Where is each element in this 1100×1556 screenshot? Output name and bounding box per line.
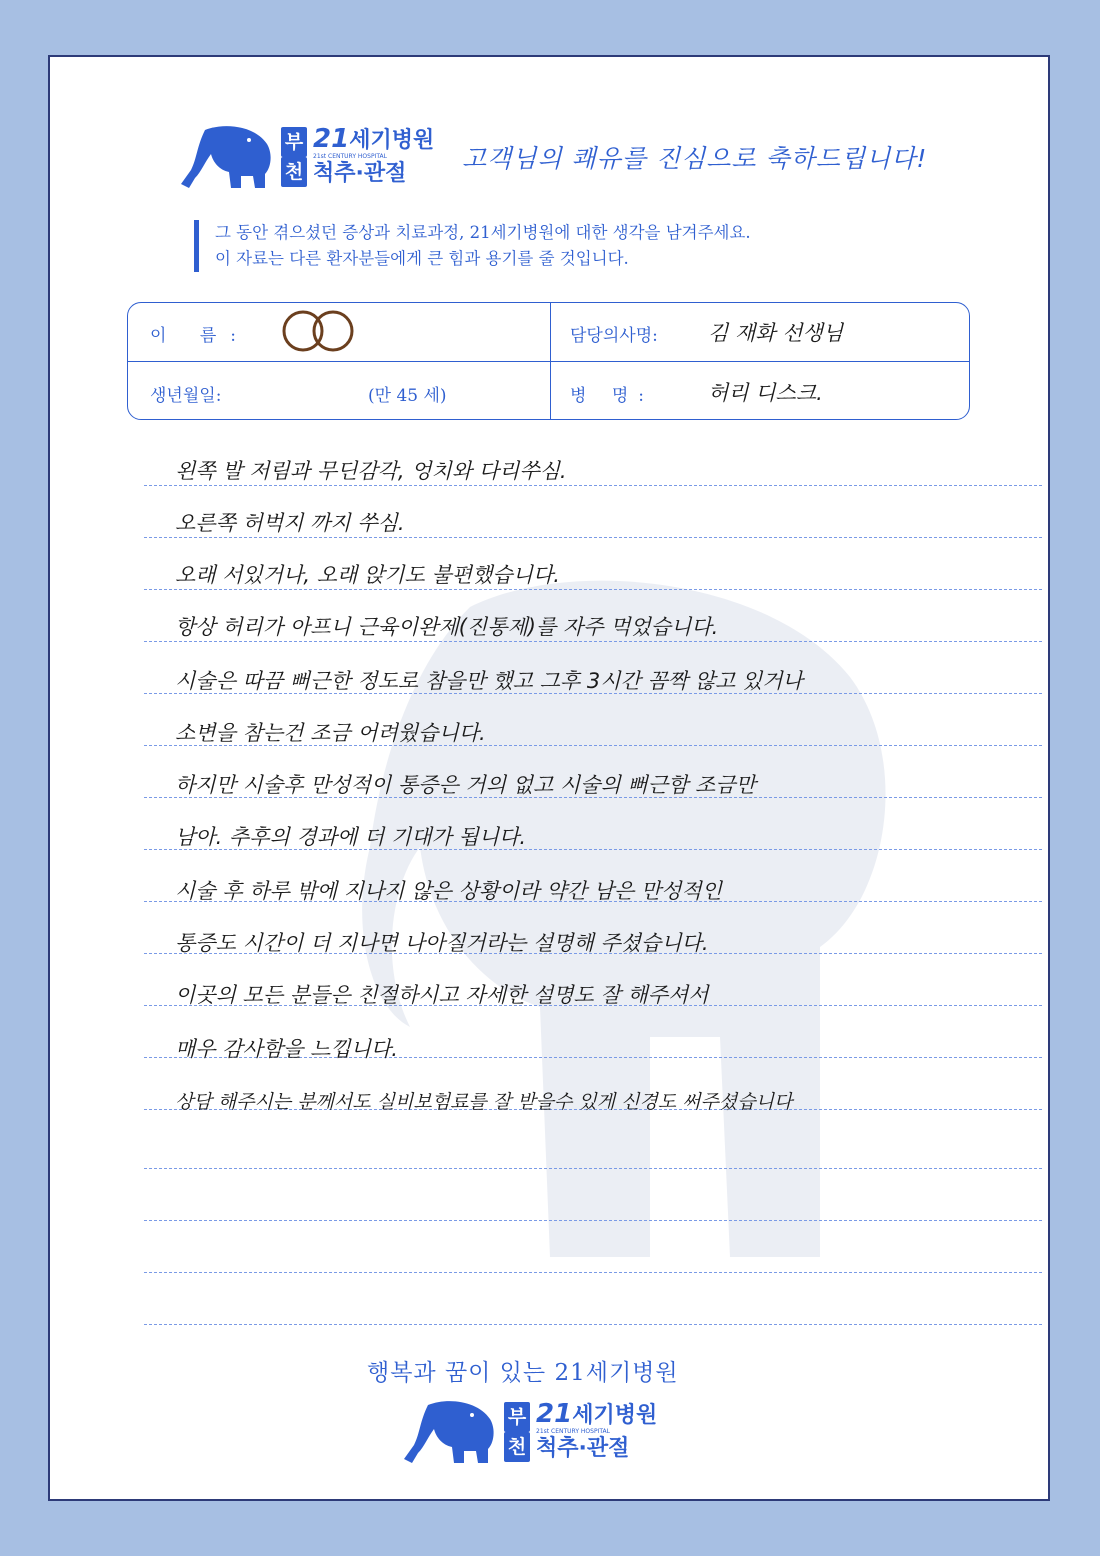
ruled-line: [144, 1324, 1042, 1325]
ruled-line: [144, 641, 1042, 642]
logo-badge: [275, 127, 307, 187]
elephant-logo-icon: [398, 1397, 498, 1467]
testimonial-line: 소변을 참는건 조금 어려웠습니다.: [175, 721, 486, 745]
info-box-divider-horizontal: [128, 361, 969, 362]
intro-line-2: 이 자료는 다른 환자분들에게 큰 힘과 용기를 줄 것입니다.: [215, 249, 629, 268]
footer-hospital-logo: [398, 1397, 657, 1467]
ruled-line: [144, 1220, 1042, 1221]
testimonial-line: 항상 허리가 아프니 근육이완제(진통제)를 자주 먹었습니다.: [175, 615, 719, 639]
congrats-message: 고객님의 쾌유를 진심으로 축하드립니다!: [462, 144, 928, 173]
elephant-logo-icon: [175, 122, 275, 192]
ruled-line: [144, 1168, 1042, 1169]
testimonial-line: 통증도 시간이 더 지나면 나아질거라는 설명해 주셨습니다.: [175, 931, 709, 955]
feedback-sheet: [48, 55, 1050, 1501]
testimonial-line: 매우 감사함을 느낍니다.: [175, 1037, 398, 1061]
testimonial-line: 시술은 따끔 뻐근한 정도로 참을만 했고 그후 3시간 꼼짝 않고 있거나: [175, 669, 803, 693]
logo-department: 척추·관절: [313, 161, 407, 186]
birth-label: 생년월일:: [150, 386, 222, 406]
intro-line-1: 그 동안 겪으셨던 증상과 치료과정, 21세기병원에 대한 생각을 남겨주세요.: [215, 223, 751, 242]
logo-names: [313, 126, 434, 188]
testimonial-line: 왼쪽 발 저림과 무딘감각, 엉치와 다리쑤심.: [175, 459, 567, 483]
name-masked-circles: [281, 307, 361, 357]
info-box-divider-vertical: [550, 303, 551, 419]
testimonial-line: 하지만 시술후 만성적이 통증은 거의 없고 시술의 뻐근함 조금만: [175, 773, 756, 797]
disease-label: 병 명:: [570, 386, 654, 406]
doctor-label: 담당의사명:: [570, 326, 658, 346]
testimonial-line: 이곳의 모든 분들은 친절하시고 자세한 설명도 잘 해주셔서: [175, 983, 709, 1007]
testimonial-line: 남아. 추후의 경과에 더 기대가 됩니다.: [175, 825, 527, 849]
disease-value: 허리 디스크.: [708, 381, 823, 405]
age-value: (만 45 세): [368, 386, 447, 406]
footer-logo-badge: [498, 1402, 530, 1462]
ruled-line: [144, 537, 1042, 538]
logo-subtitle: 21st CENTURY HOSPITAL: [313, 153, 387, 160]
footer-logo-badge-top: 부: [504, 1402, 530, 1432]
testimonial-line: 시술 후 하루 밖에 지나지 않은 상황이라 약간 남은 만성적인: [175, 879, 722, 903]
footer-logo-hospital-name: 세기병원: [572, 1403, 658, 1428]
footer-logo-names: [536, 1401, 657, 1463]
ruled-line: [144, 589, 1042, 590]
intro-text: [194, 220, 751, 272]
logo-badge-top: 부: [281, 127, 307, 157]
footer-logo-badge-bottom: 천: [504, 1432, 530, 1462]
hospital-logo: [175, 122, 434, 192]
ruled-line: [144, 485, 1042, 486]
ruled-line: [144, 1272, 1042, 1273]
doctor-value: 김 재화 선생님: [708, 321, 844, 345]
logo-number: 21: [313, 124, 350, 154]
footer-logo-number: 21: [536, 1399, 573, 1429]
footer-slogan: 행복과 꿈이 있는 21세기병원: [367, 1360, 679, 1386]
logo-hospital-name: 세기병원: [349, 128, 435, 153]
logo-badge-bottom: 천: [281, 157, 307, 187]
testimonial-line: 오래 서있거나, 오래 앉기도 불편했습니다.: [175, 563, 560, 587]
testimonial-line: 오른쪽 허벅지 까지 쑤심.: [175, 511, 405, 535]
patient-info-box: [127, 302, 970, 420]
footer-logo-department: 척추·관절: [536, 1436, 630, 1461]
footer-logo-subtitle: 21st CENTURY HOSPITAL: [536, 1428, 610, 1435]
testimonial-line: 상담 해주시는 분께서도 실비보험료를 잘 받을수 있게 신경도 써주셨습니다: [175, 1091, 793, 1113]
name-label: 이 름:: [150, 326, 250, 346]
